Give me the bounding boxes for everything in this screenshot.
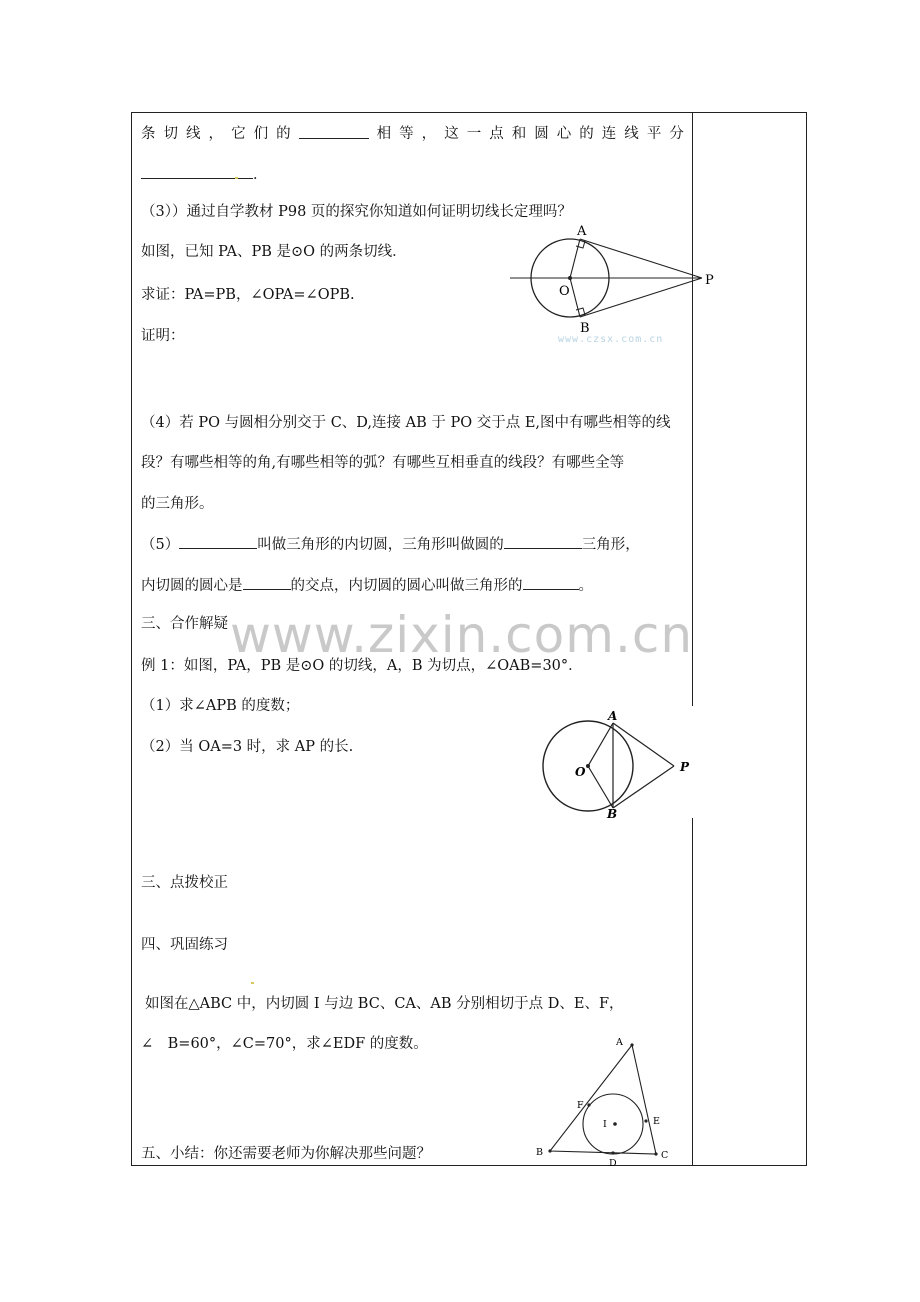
proof-label: 证明：	[141, 328, 185, 344]
incircle-figure	[530, 1032, 680, 1166]
point-p-label: P	[705, 273, 714, 288]
point-a-label: A	[616, 1037, 623, 1048]
point-a-label: A	[608, 709, 618, 723]
practice-line-2: ∠ B=60°，∠C=70°，求∠EDF 的度数。	[141, 1036, 428, 1052]
question-4-line-2: 段？有哪些相等的角,有哪些相等的弧？有哪些互相垂直的线段？有哪些全等	[141, 455, 625, 471]
point-p-label: P	[680, 760, 690, 774]
point-i-label: I	[603, 1119, 607, 1130]
question-5-line-2: 内切圆的圆心是 的交点，内切圆的圆心叫做三角形的 。	[141, 575, 593, 596]
point-e-label: E	[653, 1116, 660, 1127]
question-5-line-1: （5） 叫做三角形的内切圆，三角形叫做圆的 三角形，	[141, 534, 640, 555]
example-1: 例 1：如图，PA，PB 是⊙O 的切线，A，B 为切点，∠OAB=30°．	[141, 658, 583, 674]
example-1-part-2: （2）当 OA=3 时，求 AP 的长.	[141, 739, 354, 755]
point-a-label: A	[577, 224, 587, 239]
question-4-line-3: 的三角形。	[141, 496, 214, 512]
point-b-label: B	[607, 807, 618, 821]
section-3b-heading: 三、点拨校正	[141, 875, 228, 891]
section-5-summary: 五、小结：你还需要老师为你解决那些问题？	[141, 1146, 431, 1162]
fill-blank[interactable]	[243, 575, 291, 590]
watermark: www.zixin.com.cn	[230, 606, 694, 664]
fill-blank[interactable]	[299, 124, 369, 139]
fill-blank[interactable]	[523, 575, 579, 590]
tangent-theorem-line: 条 切 线 ， 它 们 的 相 等 ， 这 一 点 和 圆 心 的 连 线 平 分	[141, 126, 684, 142]
point-b-label: B	[580, 321, 590, 336]
point-d-label: D	[609, 1158, 617, 1166]
section-3-heading: 三、合作解疑	[141, 616, 228, 632]
point-f-label: F	[577, 1100, 584, 1111]
point-b-label: B	[536, 1147, 543, 1158]
tangent-figure-2	[536, 708, 706, 822]
fill-blank[interactable]	[504, 534, 582, 549]
practice-line-1: 如图在△ABC 中，内切圆 I 与边 BC、CA、AB 分别相切于点 D、E、F，	[145, 996, 624, 1012]
small-watermark: www.czsx.com.cn	[558, 334, 664, 345]
blank-line: ．	[141, 164, 268, 185]
tangent-figure-1	[506, 218, 726, 338]
question-3-given: 如图，已知 PA、PB 是⊙O 的两条切线．	[141, 244, 407, 260]
point-o-label: O	[559, 284, 570, 299]
point-c-label: C	[661, 1150, 669, 1161]
question-3: （3））通过自学教材 P98 页的探究你知道如何证明切线长定理吗？	[141, 204, 572, 220]
question-4-line-1: （4）若 PO 与圆相分别交于 C、D,连接 AB 于 PO 交于点 E,图中有哪些相等的线	[141, 415, 671, 431]
section-4-heading: 四、巩固练习	[141, 937, 228, 953]
question-3-prove: 求证：PA=PB，∠OPA=∠OPB.	[141, 287, 355, 303]
example-1-part-1: （1）求∠APB 的度数；	[141, 698, 300, 714]
point-o-label: O	[575, 765, 586, 779]
fill-blank[interactable]	[179, 534, 257, 549]
